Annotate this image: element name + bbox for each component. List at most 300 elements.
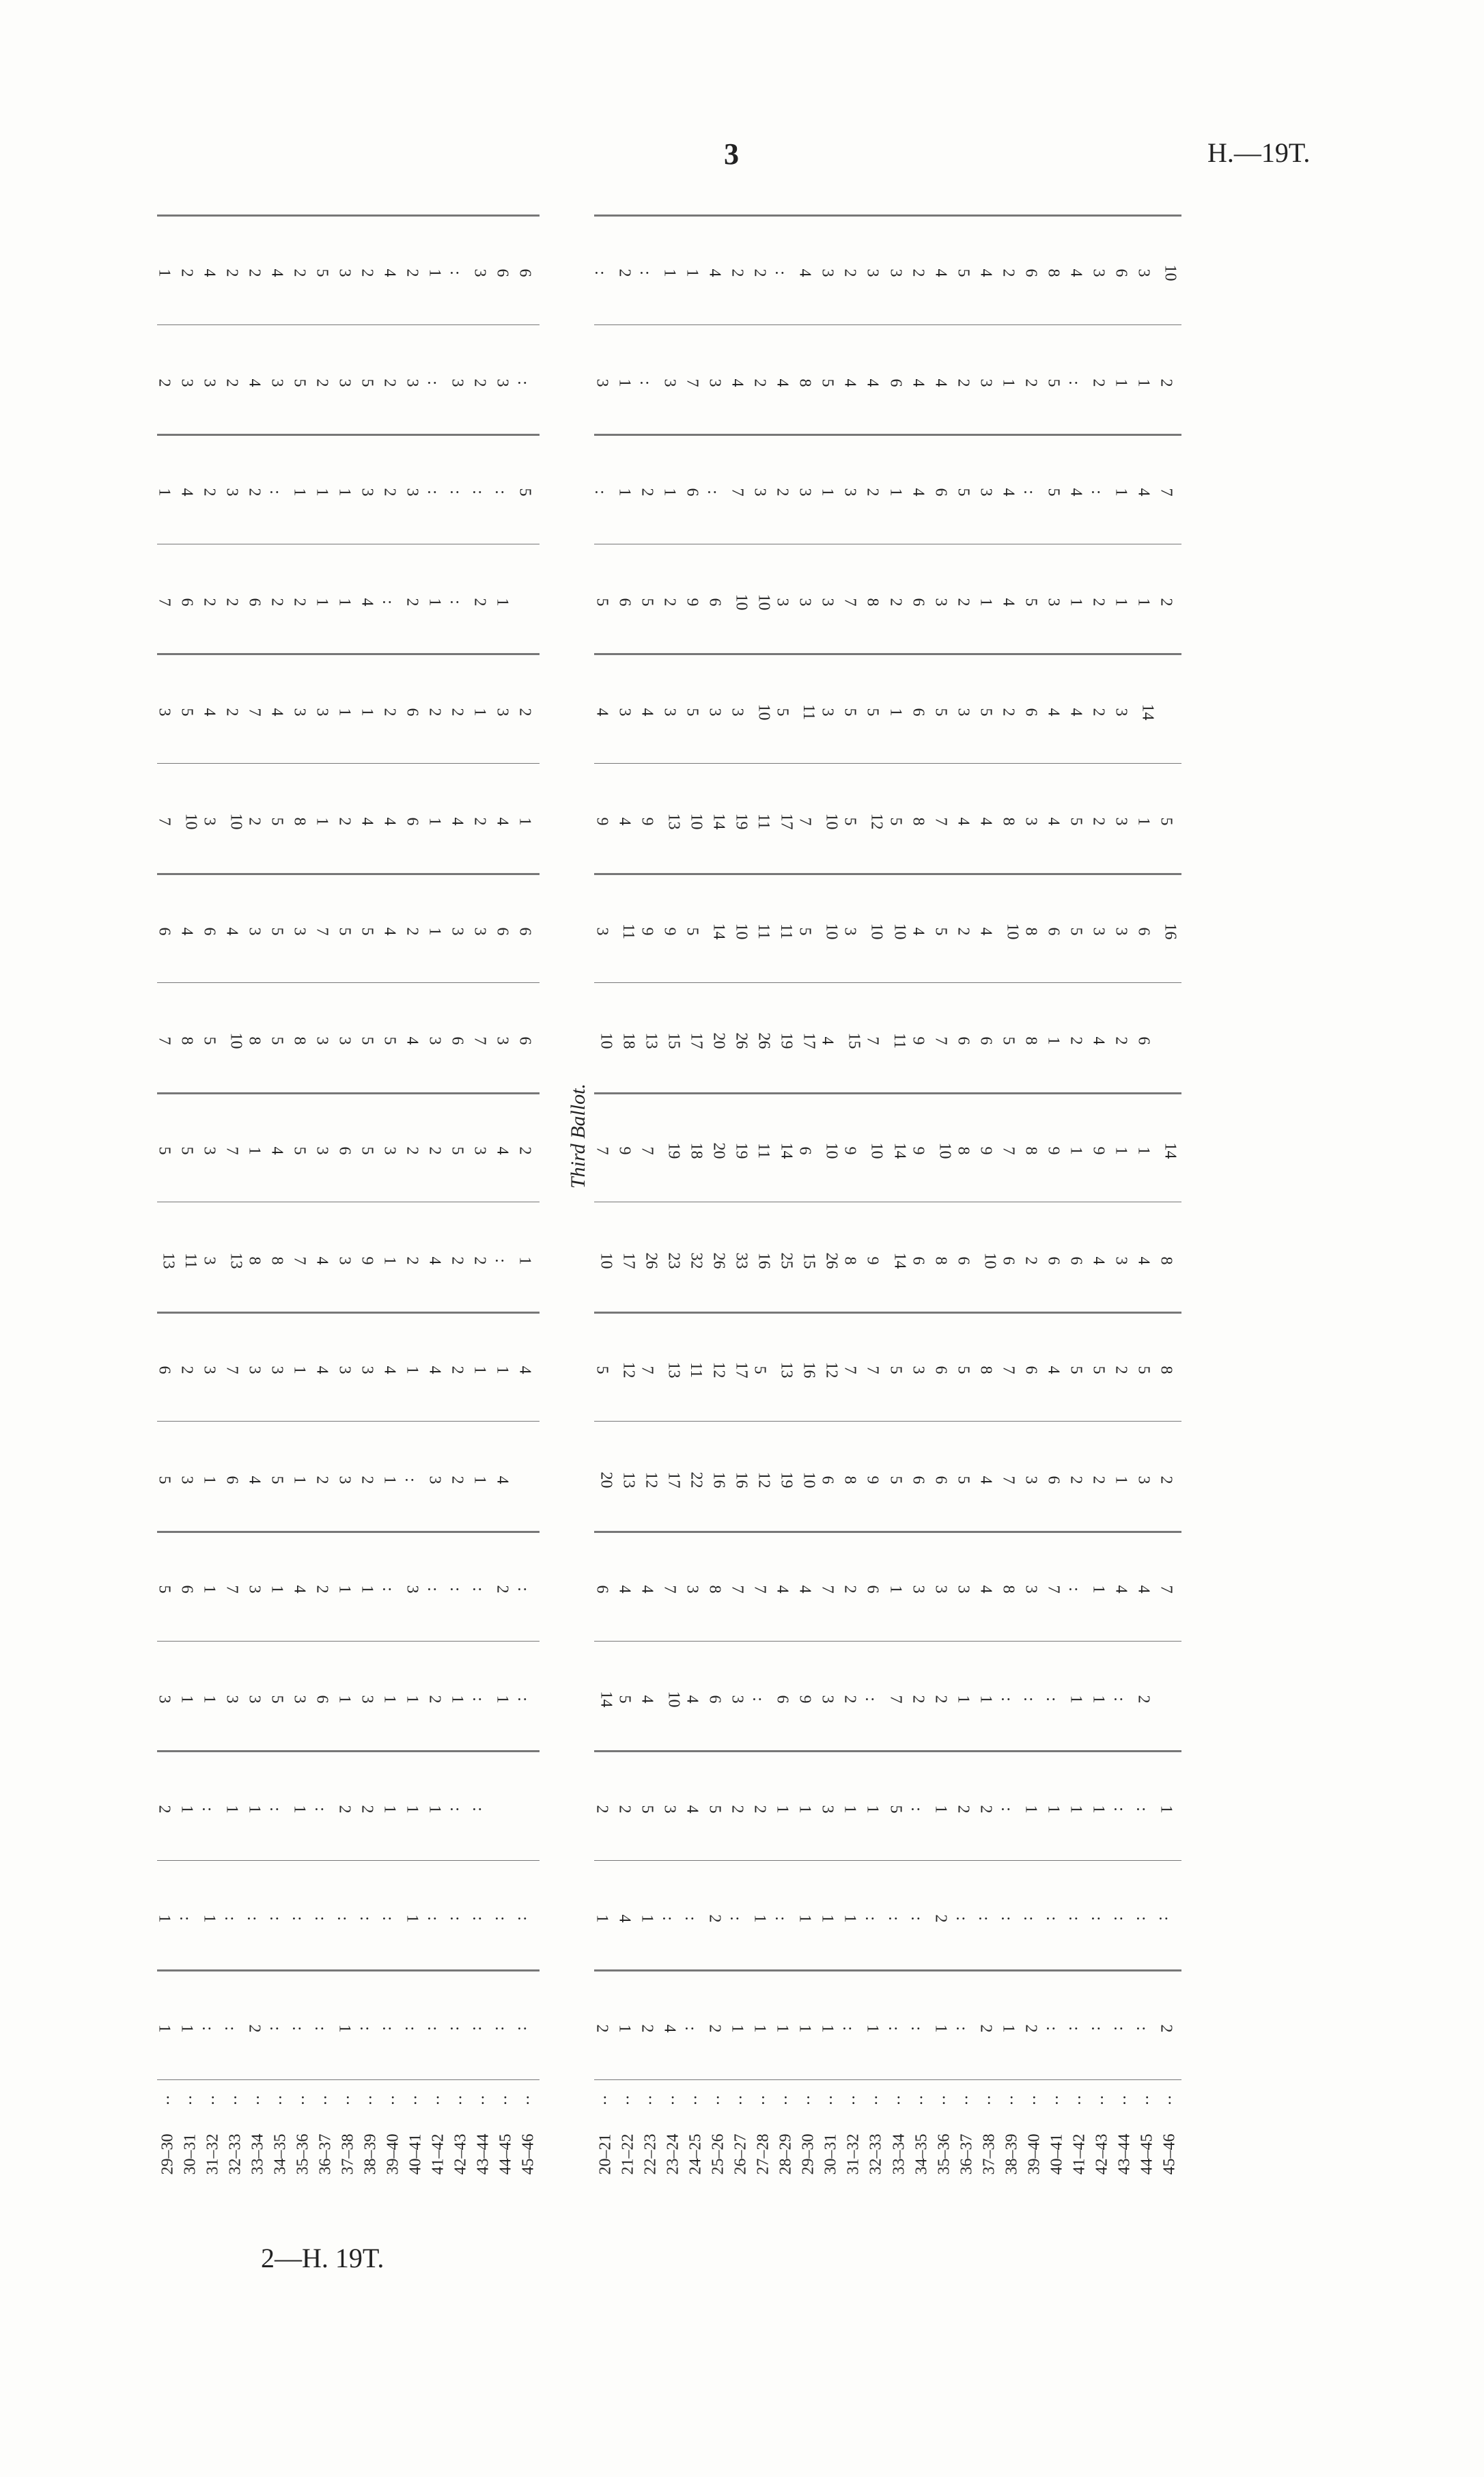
- table-cell: :: [1042, 1916, 1061, 1921]
- table-cell: 6: [932, 1366, 950, 1374]
- table-cell: 1: [660, 268, 679, 277]
- table-cell: :: [1042, 1697, 1061, 1702]
- table-cell: 5: [886, 1805, 905, 1814]
- table-cell: 7: [728, 488, 746, 497]
- table-cell: 3: [818, 598, 837, 607]
- table-cell: 1: [977, 1695, 995, 1704]
- table-cell: 2: [425, 1695, 444, 1704]
- table-cell: 2: [471, 378, 489, 387]
- table-cell: 1: [155, 2024, 173, 2033]
- table-cell: 11: [686, 1362, 705, 1379]
- table-cell: :: [514, 380, 532, 385]
- table-cell: 1: [380, 1256, 399, 1265]
- leader-dots: :: [412, 2090, 418, 2108]
- column-rule: [594, 1860, 1181, 1861]
- table-cell: 5: [886, 1476, 905, 1484]
- table-cell: 6: [1044, 927, 1063, 936]
- table-cell: 7: [818, 1585, 837, 1594]
- column-rule: [594, 1421, 1181, 1422]
- table-cell: 3: [728, 1695, 746, 1704]
- table-cell: 17: [619, 1252, 638, 1269]
- table-cell: 2: [200, 488, 219, 497]
- table-cell: 7: [290, 1256, 309, 1265]
- column-rule: [594, 434, 1181, 436]
- table-cell: 3: [773, 598, 792, 607]
- range-label: 28–29: [776, 2133, 795, 2175]
- table-cell: 1: [471, 1476, 489, 1484]
- table-cell: 1: [999, 378, 1018, 387]
- table-cell: 1: [155, 268, 173, 277]
- table-cell: 3: [335, 1476, 354, 1484]
- table-cell: 3: [313, 1036, 331, 1045]
- table-cell: 18: [687, 1142, 705, 1159]
- leader-dots: :: [670, 2090, 675, 2108]
- table-cell: 15: [800, 1252, 818, 1269]
- table-cell: :: [468, 1697, 487, 1702]
- table-cell: 1: [200, 1695, 219, 1704]
- table-cell: 3: [335, 1366, 354, 1374]
- table-cell: 5: [448, 1146, 466, 1155]
- leader-dots: :: [761, 2090, 766, 2108]
- table-cell: 6: [403, 817, 421, 826]
- table-cell: 1: [335, 598, 354, 607]
- table-cell: 10: [1003, 923, 1022, 940]
- column-rule: [157, 1860, 540, 1861]
- table-cell: 2: [773, 488, 792, 497]
- table-cell: :: [1110, 1697, 1129, 1702]
- table-cell: :: [199, 1806, 217, 1812]
- leader-dots: :: [1032, 2090, 1037, 2108]
- table-cell: 5: [705, 1805, 724, 1814]
- table-cell: 6: [493, 927, 512, 936]
- table-cell: 7: [841, 1366, 859, 1374]
- table-cell: 2: [1089, 1476, 1108, 1484]
- table-cell: :: [221, 1916, 240, 1921]
- table-cell: 7: [841, 598, 859, 607]
- table-cell: 6: [403, 708, 421, 717]
- table-cell: :: [591, 490, 609, 495]
- table-cell: 1: [1089, 1695, 1108, 1704]
- table-cell: 1: [818, 488, 837, 497]
- table-cell: 8: [932, 1256, 950, 1265]
- table-cell: 5: [886, 817, 905, 826]
- table-cell: :: [311, 1806, 329, 1812]
- column-rule: [594, 215, 1181, 217]
- table-cell: 3: [1022, 1585, 1040, 1594]
- table-cell: 10: [755, 594, 773, 611]
- range-label: 39–40: [384, 2133, 402, 2175]
- table-cell: 4: [954, 817, 972, 826]
- table-cell: 2: [954, 598, 972, 607]
- column-rule: [157, 1312, 540, 1314]
- table-cell: 3: [245, 927, 264, 936]
- table-cell: 5: [932, 708, 950, 717]
- table-cell: :: [591, 271, 609, 276]
- table-cell: 1: [313, 488, 331, 497]
- table-cell: 1: [1067, 598, 1085, 607]
- column-rule: [157, 1641, 540, 1642]
- table-cell: 1: [425, 817, 444, 826]
- range-label: 34–35: [912, 2133, 931, 2175]
- table-cell: 5: [999, 1036, 1018, 1045]
- table-cell: 3: [268, 1366, 286, 1374]
- table-cell: 7: [638, 1146, 656, 1155]
- table-cell: 6: [1112, 268, 1130, 277]
- table-cell: 4: [1044, 1366, 1063, 1374]
- table-cell: 2: [403, 598, 421, 607]
- table-cell: 8: [1044, 268, 1063, 277]
- table-cell: 5: [290, 378, 309, 387]
- table-cell: 3: [818, 1695, 837, 1704]
- table-cell: 11: [755, 923, 773, 939]
- table-cell: 4: [909, 488, 927, 497]
- table-cell: :: [1020, 490, 1038, 495]
- table-cell: 2: [516, 1146, 534, 1155]
- leader-dots: :: [1145, 2090, 1150, 2108]
- table-cell: 4: [178, 488, 196, 497]
- table-cell: 3: [200, 1256, 219, 1265]
- table-cell: 3: [909, 1585, 927, 1594]
- table-cell: :: [446, 1916, 464, 1921]
- table-cell: 3: [615, 708, 634, 717]
- table-cell: 12: [710, 1361, 728, 1379]
- table-cell: 1: [223, 1805, 241, 1814]
- table-cell: 3: [593, 927, 611, 936]
- table-cell: 5: [638, 1805, 656, 1814]
- column-rule: [157, 1092, 540, 1094]
- table-cell: 5: [593, 1366, 611, 1374]
- table-cell: :: [446, 490, 464, 495]
- table-cell: 3: [403, 488, 421, 497]
- column-rule: [594, 1969, 1181, 1971]
- table-cell: 1: [268, 1585, 286, 1594]
- table-cell: :: [636, 271, 654, 276]
- table-cell: 13: [664, 1361, 683, 1379]
- table-cell: 6: [1044, 1476, 1063, 1484]
- table-cell: 1: [290, 1476, 309, 1484]
- table-cell: 2: [932, 1695, 950, 1704]
- table-cell: 1: [1022, 1805, 1040, 1814]
- table-cell: 2: [1089, 708, 1108, 717]
- table-cell: 3: [155, 1695, 173, 1704]
- table-cell: 6: [1022, 708, 1040, 717]
- table-cell: 2: [954, 1805, 972, 1814]
- table-cell: 3: [471, 268, 489, 277]
- table-cell: :: [839, 2025, 858, 2031]
- range-label: 36–37: [957, 2133, 976, 2175]
- table-cell: 5: [1044, 488, 1063, 497]
- table-cell: 11: [755, 1142, 773, 1159]
- table-cell: 2: [1022, 1256, 1040, 1265]
- table-cell: 14: [597, 1691, 615, 1708]
- table-cell: 7: [313, 927, 331, 936]
- table-cell: 4: [268, 268, 286, 277]
- range-label: 38–39: [1003, 2133, 1021, 2175]
- table-cell: :: [726, 1916, 744, 1921]
- table-cell: 3: [977, 488, 995, 497]
- table-cell: 3: [200, 1366, 219, 1374]
- table-cell: 5: [380, 1036, 399, 1045]
- table-cell: 6: [516, 268, 534, 277]
- leader-dots: :: [851, 2090, 856, 2108]
- table-cell: :: [468, 1916, 487, 1921]
- table-cell: :: [975, 1916, 993, 1921]
- table-cell: 3: [660, 378, 679, 387]
- table-cell: 19: [777, 1032, 796, 1049]
- table-cell: 1: [1134, 1146, 1153, 1155]
- table-cell: 14: [891, 1142, 909, 1159]
- table-cell: 8: [863, 598, 882, 607]
- table-cell: 12: [755, 1471, 773, 1489]
- table-cell: 3: [593, 378, 611, 387]
- leader-dots: :: [964, 2090, 969, 2108]
- table-cell: 1: [290, 1366, 309, 1374]
- table-cell: 3: [977, 378, 995, 387]
- table-cell: 2: [751, 1805, 769, 1814]
- table-cell: 1: [1044, 1036, 1063, 1045]
- column-rule: [157, 324, 540, 325]
- table-cell: 4: [977, 1476, 995, 1484]
- table-cell: 3: [200, 817, 219, 826]
- table-cell: 4: [683, 1805, 701, 1814]
- table-cell: 8: [977, 1366, 995, 1374]
- table-cell: 9: [863, 1256, 882, 1265]
- table-cell: 18: [619, 1032, 638, 1049]
- table-cell: 6: [773, 1695, 792, 1704]
- table-cell: 1: [335, 488, 354, 497]
- table-cell: 10: [891, 923, 909, 940]
- table-cell: 7: [999, 1476, 1018, 1484]
- page-number: 3: [724, 137, 739, 171]
- table-cell: 6: [313, 1695, 331, 1704]
- table-cell: 9: [358, 1256, 376, 1265]
- table-cell: 2: [380, 378, 399, 387]
- table-cell: 26: [755, 1032, 773, 1049]
- table-cell: 11: [800, 704, 818, 720]
- table-cell: 5: [200, 1036, 219, 1045]
- table-cell: 6: [178, 1585, 196, 1594]
- table-cell: :: [266, 2025, 285, 2031]
- table-cell: 1: [178, 1805, 196, 1814]
- table-cell: 1: [1134, 817, 1153, 826]
- table-cell: :: [1133, 2025, 1151, 2031]
- table-cell: 8: [290, 1036, 309, 1045]
- table-cell: :: [1065, 1587, 1083, 1592]
- table-cell: 6: [1067, 1256, 1085, 1265]
- table-cell: :: [288, 2025, 307, 2031]
- table-cell: 3: [245, 1585, 264, 1594]
- range-label: 26–27: [731, 2133, 750, 2175]
- table-cell: 1: [358, 708, 376, 717]
- table-cell: 1: [425, 598, 444, 607]
- table-cell: 2: [1112, 1036, 1130, 1045]
- table-cell: 5: [954, 488, 972, 497]
- table-cell: 8: [268, 1256, 286, 1265]
- table-cell: 12: [822, 1361, 841, 1379]
- table-cell: 3: [818, 1805, 837, 1814]
- table-cell: 3: [1112, 708, 1130, 717]
- table-cell: 4: [977, 268, 995, 277]
- table-cell: 1: [841, 1805, 859, 1814]
- table-cell: :: [997, 1697, 1016, 1702]
- table-cell: 3: [1022, 1476, 1040, 1484]
- table-cell: 4: [1134, 1256, 1153, 1265]
- range-label: 39–40: [1025, 2133, 1044, 2175]
- table-cell: 6: [863, 1585, 882, 1594]
- table-cell: 5: [932, 927, 950, 936]
- column-rule: [157, 1969, 540, 1971]
- leader-dots: :: [873, 2090, 879, 2108]
- table-cell: 1: [728, 2024, 746, 2033]
- table-cell: 3: [954, 708, 972, 717]
- table-cell: 4: [818, 1036, 837, 1045]
- table-cell: 2: [1157, 598, 1175, 607]
- table-cell: :: [378, 600, 397, 605]
- table-cell: :: [1065, 380, 1083, 385]
- table-cell: 3: [448, 927, 466, 936]
- table-cell: 5: [818, 378, 837, 387]
- table-cell: 7: [932, 817, 950, 826]
- table-cell: 2: [448, 1366, 466, 1374]
- table-cell: 2: [448, 1256, 466, 1265]
- table-cell: 1: [1112, 1146, 1130, 1155]
- table-cell: 2: [493, 1585, 512, 1594]
- table-cell: 1: [796, 1914, 814, 1923]
- table-cell: 10: [1161, 264, 1179, 281]
- table-cell: :: [907, 2025, 925, 2031]
- leader-dots: :: [390, 2090, 395, 2108]
- table-cell: 1: [335, 1585, 354, 1594]
- table-cell: 2: [863, 488, 882, 497]
- table-cell: :: [446, 2025, 464, 2031]
- table-cell: 3: [425, 1476, 444, 1484]
- table-cell: 15: [845, 1032, 863, 1049]
- table-cell: 4: [796, 268, 814, 277]
- range-label: 29–30: [158, 2133, 177, 2175]
- table-cell: 5: [593, 598, 611, 607]
- table-cell: 2: [1134, 1695, 1153, 1704]
- table-cell: 6: [1134, 1036, 1153, 1045]
- table-cell: 6: [886, 378, 905, 387]
- table-cell: 3: [403, 1585, 421, 1594]
- table-cell: 8: [841, 1256, 859, 1265]
- table-cell: 5: [841, 708, 859, 717]
- table-cell: 2: [705, 2024, 724, 2033]
- table-cell: 1: [425, 1805, 444, 1814]
- table-cell: 1: [493, 598, 512, 607]
- table-cell: 4: [773, 378, 792, 387]
- table-cell: 2: [245, 817, 264, 826]
- table-cell: 3: [313, 708, 331, 717]
- table-cell: 17: [687, 1032, 705, 1049]
- table-cell: 2: [245, 2024, 264, 2033]
- range-label: 24–25: [686, 2133, 705, 2175]
- table-cell: 1: [932, 2024, 950, 2033]
- leader-dots: :: [738, 2090, 743, 2108]
- table-cell: 1: [773, 1805, 792, 1814]
- range-label: 44–45: [1138, 2133, 1156, 2175]
- table-cell: 16: [1161, 923, 1179, 940]
- table-cell: 4: [223, 927, 241, 936]
- table-cell: 3: [954, 1585, 972, 1594]
- table-cell: 6: [178, 598, 196, 607]
- table-cell: 5: [155, 1476, 173, 1484]
- table-cell: 4: [313, 1256, 331, 1265]
- footer-code: 2—H. 19T.: [261, 2243, 384, 2273]
- table-cell: 7: [796, 817, 814, 826]
- table-cell: 2: [313, 1476, 331, 1484]
- table-cell: 4: [863, 378, 882, 387]
- range-label: 44–45: [496, 2133, 515, 2175]
- table-cell: 3: [245, 1695, 264, 1704]
- table-cell: 33: [732, 1252, 751, 1269]
- table-cell: 2: [425, 1146, 444, 1155]
- table-cell: :: [356, 2025, 374, 2031]
- table-cell: 6: [705, 598, 724, 607]
- table-cell: 2: [1089, 817, 1108, 826]
- column-rule: [594, 763, 1181, 764]
- table-cell: :: [378, 1587, 397, 1592]
- left-ballot-table: [157, 219, 540, 2234]
- table-cell: 1: [1134, 598, 1153, 607]
- table-cell: 4: [999, 488, 1018, 497]
- column-rule: [157, 434, 540, 436]
- table-cell: 13: [664, 813, 683, 830]
- table-cell: 2: [841, 1695, 859, 1704]
- table-cell: 5: [1157, 817, 1175, 826]
- table-cell: 8: [1022, 1036, 1040, 1045]
- table-cell: 2: [615, 1805, 634, 1814]
- table-cell: 1: [200, 1914, 219, 1923]
- table-cell: 3: [683, 1585, 701, 1594]
- table-cell: 4: [615, 817, 634, 826]
- leader-dots: :: [480, 2090, 486, 2108]
- table-cell: 1: [403, 1366, 421, 1374]
- table-cell: 1: [425, 268, 444, 277]
- table-cell: 2: [1067, 1476, 1085, 1484]
- table-cell: 4: [932, 378, 950, 387]
- table-cell: 12: [619, 1361, 638, 1379]
- table-cell: 4: [245, 378, 264, 387]
- table-cell: 3: [358, 1366, 376, 1374]
- table-cell: 2: [751, 378, 769, 387]
- table-cell: 4: [660, 2024, 679, 2033]
- leader-dots: :: [210, 2090, 216, 2108]
- table-cell: 3: [1089, 927, 1108, 936]
- column-rule: [157, 653, 540, 655]
- table-cell: 6: [155, 927, 173, 936]
- table-cell: 3: [1112, 817, 1130, 826]
- table-cell: 4: [796, 1585, 814, 1594]
- table-cell: 3: [223, 488, 241, 497]
- table-cell: 7: [223, 1366, 241, 1374]
- range-label: 30–31: [822, 2133, 840, 2175]
- table-cell: 5: [841, 817, 859, 826]
- table-cell: 6: [1134, 927, 1153, 936]
- leader-dots: :: [896, 2090, 901, 2108]
- table-cell: 3: [223, 1695, 241, 1704]
- table-cell: 4: [977, 927, 995, 936]
- table-cell: 1: [886, 1585, 905, 1594]
- table-cell: 2: [313, 1585, 331, 1594]
- table-cell: :: [468, 490, 487, 495]
- table-cell: 5: [954, 268, 972, 277]
- table-cell: 2: [728, 268, 746, 277]
- table-cell: 2: [448, 708, 466, 717]
- column-rule: [594, 1641, 1181, 1642]
- table-cell: 9: [660, 927, 679, 936]
- table-cell: 1: [516, 1256, 534, 1265]
